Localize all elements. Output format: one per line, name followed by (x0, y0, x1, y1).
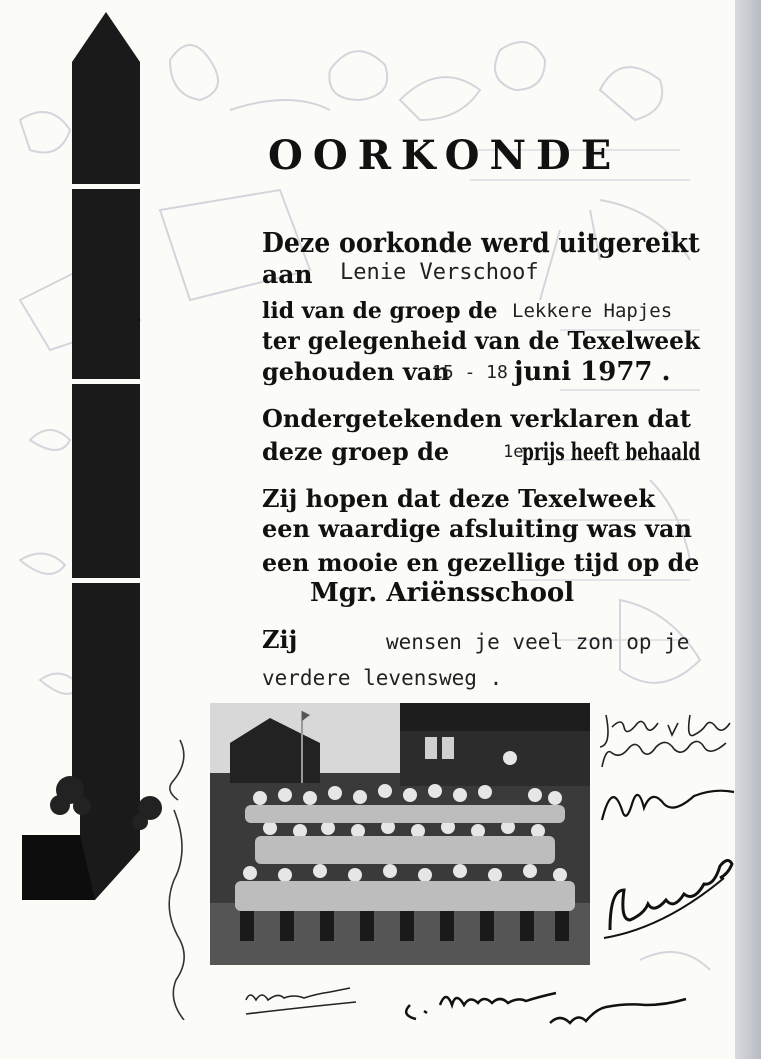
body-line-7-prefix: deze groep de (262, 437, 450, 466)
body-line-4: ter gelegenheid van de Texelweek (262, 326, 700, 355)
body-line-10: een mooie en gezellige tijd op de (262, 548, 700, 577)
handwritten-wish: wensen je veel zon op je (386, 630, 690, 654)
certificate-title: OORKONDE (268, 132, 622, 179)
body-line-1: Deze oorkonde werd uitgereikt (262, 228, 700, 259)
group-photo (210, 703, 590, 965)
signature-5 (240, 980, 370, 1025)
signature-jenny-v-wegen (598, 705, 738, 780)
body-line-2-prefix: aan (262, 260, 313, 289)
body-line-12-prefix: Zij (262, 625, 298, 654)
page-edge (735, 0, 761, 1059)
body-line-6: Ondergetekenden verklaren dat (262, 404, 691, 433)
body-line-7-suffix: prijs heeft behaald (522, 437, 701, 466)
signature-3 (596, 780, 736, 830)
recipient-name: Lenie Verschoof (340, 260, 539, 285)
body-line-9: een waardige afsluiting was van (262, 514, 692, 543)
signature-c-maarten (400, 975, 700, 1035)
body-line-5-prefix: gehouden van (262, 357, 450, 386)
prize-number: 1e (503, 442, 524, 462)
body-line-8: Zij hopen dat deze Texelweek (262, 484, 655, 513)
signature-verschoof (600, 850, 740, 950)
school-name: Mgr. Ariënsschool (310, 578, 575, 608)
event-dates: 15 - 18 (432, 362, 508, 383)
handwritten-wish-end: verdere levensweg . (262, 666, 503, 690)
signature-vertical (150, 730, 210, 1020)
group-name: Lekkere Hapjes (512, 300, 673, 322)
body-line-3-prefix: lid van de groep de (262, 298, 498, 324)
body-line-5-suffix: juni 1977 . (514, 357, 671, 387)
